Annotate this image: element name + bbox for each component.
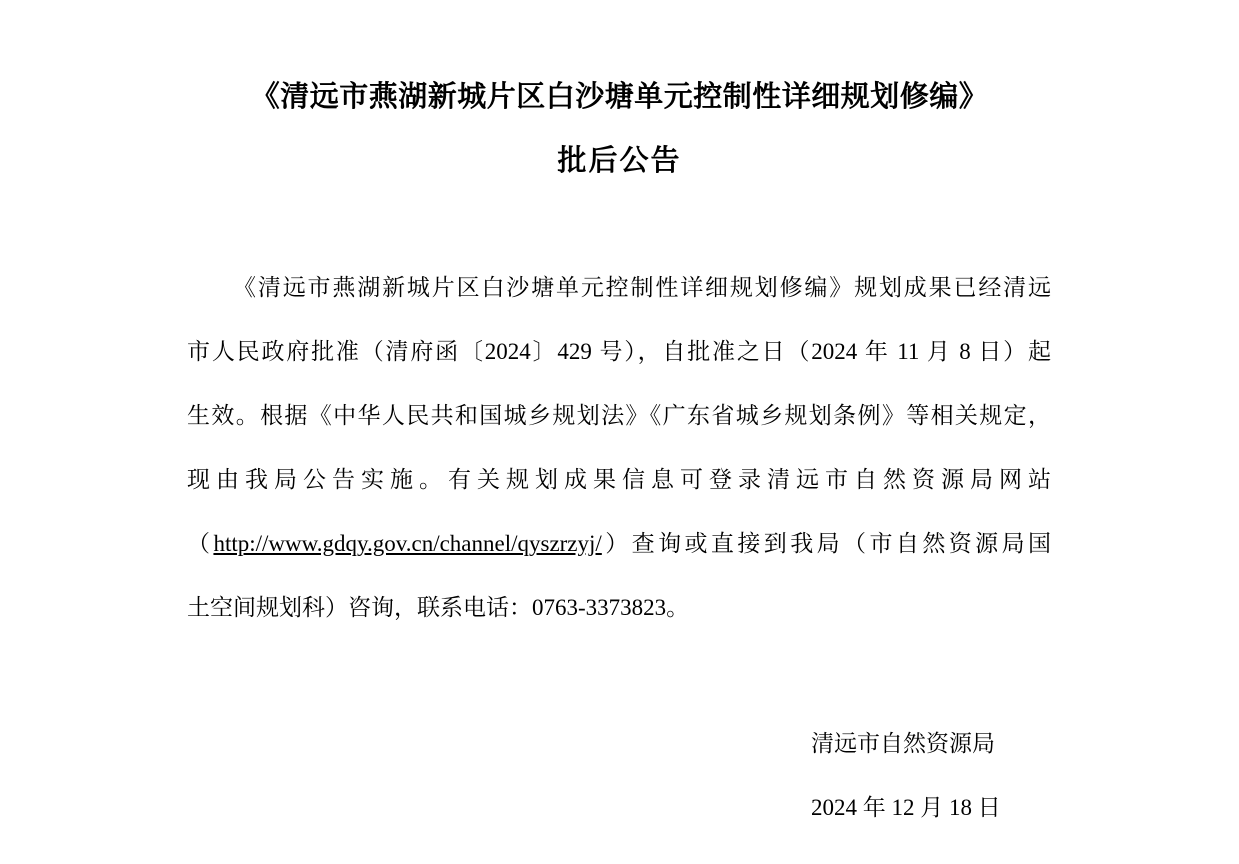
- paren-open: （: [187, 531, 214, 556]
- announcement-body: [187, 256, 1051, 640]
- body-line-2: 市人民政府批准（清府函〔2024〕429 号），自批准之日（2024 年 11 月 8 日）起: [187, 339, 1051, 364]
- signature-organization: 清远市自然资源局: [811, 731, 995, 756]
- body-line-6: 土空间规划科）咨询，联系电话：0763-3373823。: [187, 595, 690, 620]
- document-subtitle: 批后公告: [557, 143, 682, 177]
- signature-date: 2024 年 12 月 18 日: [811, 795, 1001, 820]
- body-line-3: 生效。根据《中华人民共和国城乡规划法》《广东省城乡规划条例》等相关规定，: [187, 403, 1051, 428]
- body-line-5: [187, 512, 1051, 576]
- body-line-4: 现由我局公告实施。有关规划成果信息可登录清远市自然资源局网站: [187, 467, 1051, 492]
- website-link[interactable]: http://www.gdqy.gov.cn/channel/qyszrzyj/: [213, 531, 602, 556]
- body-line-5-rest: ）查询或直接到我局（市自然资源局国: [601, 531, 1051, 556]
- body-line-1: 《清远市燕湖新城片区白沙塘单元控制性详细规划修编》规划成果已经清远: [233, 275, 1051, 300]
- document-title: 《清远市燕湖新城片区白沙塘单元控制性详细规划修编》: [250, 79, 989, 113]
